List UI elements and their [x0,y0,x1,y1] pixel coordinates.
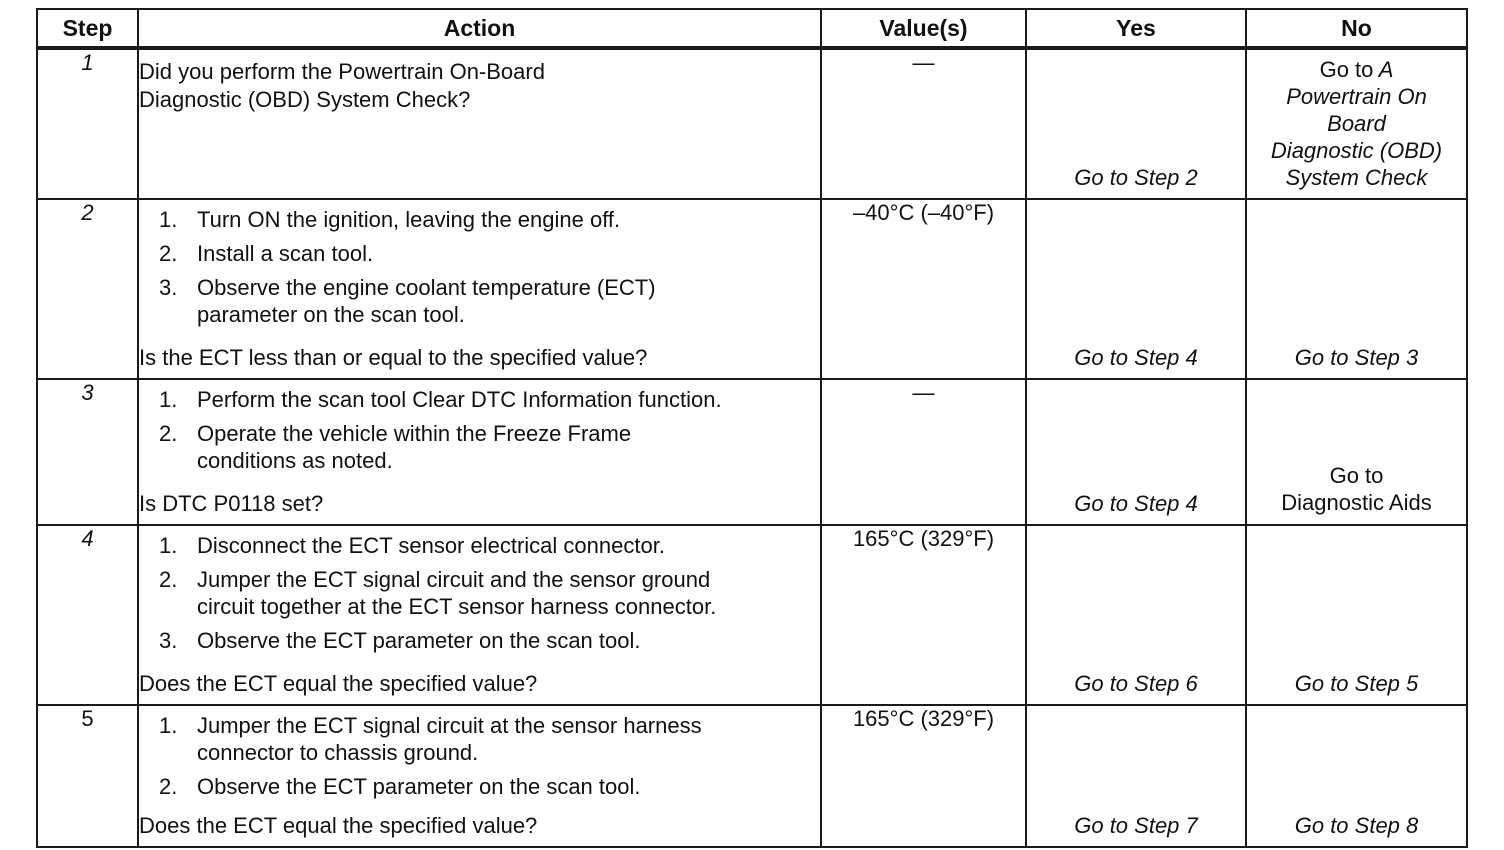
action-steps [139,712,820,800]
goto-target-part: Diagnostic (OBD) [1270,138,1443,163]
no-goto-link[interactable]: Go to Step 5 [1294,671,1419,696]
action-text-line: Diagnostic (OBD) System Check? [139,87,471,112]
action-question: Is the ECT less than or equal to the specified value? [139,345,648,370]
goto-target-part: System Check [1285,165,1428,190]
header-row [37,9,1467,48]
step-number: 1 [37,48,138,199]
header-values: Value(s) [821,9,1026,48]
action-cell [138,199,821,379]
no-cell [1246,705,1467,847]
step-number: 5 [37,705,138,847]
action-step: 2. Jumper the ECT signal circuit and the sensor ground circuit together at the ECT sensor harness connector. [159,567,717,619]
value-cell: –40°C (–40°F) [821,199,1026,379]
no-cell [1246,525,1467,705]
yes-goto-link[interactable]: Go to Step 2 [1074,165,1198,190]
action-step: 1. Jumper the ECT signal circuit at the sensor harness connector to chassis ground. [159,713,702,765]
action-question: Is DTC P0118 set? [139,491,324,516]
header-step: Step [37,9,138,48]
step-number: 3 [37,379,138,525]
value-cell: — [821,379,1026,525]
goto-prefix: Go to [1319,57,1374,82]
goto-text-line: Go to [1329,463,1384,488]
table-row [37,705,1467,847]
action-steps [139,206,820,328]
yes-goto-link[interactable]: Go to Step 4 [1074,345,1198,370]
action-steps [139,386,820,474]
no-goto-link[interactable] [1247,462,1466,516]
action-step: 2. Observe the ECT parameter on the scan tool. [159,774,641,799]
diagnostic-table [36,8,1468,848]
action-step: 2. Install a scan tool. [159,241,374,266]
yes-cell [1026,705,1246,847]
no-goto-link[interactable] [1247,56,1466,191]
table-row [37,379,1467,525]
no-cell [1246,199,1467,379]
step-number: 4 [37,525,138,705]
table-row [37,199,1467,379]
action-question [139,50,820,114]
action-question: Does the ECT equal the specified value? [139,671,538,696]
yes-cell [1026,379,1246,525]
action-step: 2. Operate the vehicle within the Freeze Frame conditions as noted. [159,421,632,473]
value-cell: 165°C (329°F) [821,705,1026,847]
header-yes: Yes [1026,9,1246,48]
goto-text-line: Diagnostic Aids [1281,490,1432,515]
action-step: 3. Observe the engine coolant temperature (ECT) parameter on the scan tool. [159,275,656,327]
table-row [37,525,1467,705]
yes-cell [1026,48,1246,199]
yes-goto-link[interactable]: Go to Step 7 [1074,813,1198,838]
action-cell [138,48,821,199]
action-text-line: Did you perform the Powertrain On-Board [139,59,545,84]
no-goto-link[interactable]: Go to Step 8 [1294,813,1419,838]
action-step: 1. Perform the scan tool Clear DTC Information function. [159,387,722,412]
goto-target-part: Powertrain On [1286,84,1427,109]
action-cell [138,525,821,705]
action-steps [139,532,820,654]
no-cell [1246,379,1467,525]
action-step: 3. Observe the ECT parameter on the scan tool. [159,628,641,653]
action-cell [138,705,821,847]
step-number: 2 [37,199,138,379]
header-no: No [1246,9,1467,48]
yes-goto-link[interactable]: Go to Step 6 [1074,671,1198,696]
value-cell: 165°C (329°F) [821,525,1026,705]
yes-goto-link[interactable]: Go to Step 4 [1074,491,1198,516]
table-row [37,48,1467,199]
action-step: 1. Disconnect the ECT sensor electrical connector. [159,533,665,558]
yes-cell [1026,525,1246,705]
no-goto-link[interactable]: Go to Step 3 [1294,345,1419,370]
header-action: Action [138,9,821,48]
action-question: Does the ECT equal the specified value? [139,813,538,838]
value-cell: — [821,48,1026,199]
yes-cell [1026,199,1246,379]
no-cell [1246,48,1467,199]
action-step: 1. Turn ON the ignition, leaving the engine off. [159,207,621,232]
action-cell [138,379,821,525]
goto-target-part: Board [1327,111,1386,136]
goto-target-part: A [1378,57,1394,82]
